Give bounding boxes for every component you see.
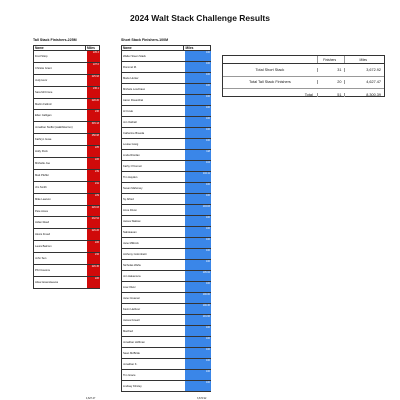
- table-row: [121, 282, 211, 293]
- finisher-name: Sara McCrone: [33, 87, 87, 98]
- table-row: [121, 260, 211, 271]
- table-row: [33, 229, 100, 241]
- finisher-name: Kevin Harbour: [121, 304, 185, 314]
- tall-col-name-header: Name: [34, 46, 86, 50]
- finisher-name: Pete Ames: [33, 206, 87, 217]
- short-col-miles-header: Miles: [185, 46, 194, 50]
- finisher-name: Jon Hakamura: [121, 271, 185, 281]
- finisher-miles: 226.45: [87, 265, 100, 276]
- finisher-miles: 225.3: [87, 51, 100, 62]
- table-row: [121, 216, 211, 227]
- tall-col-miles-header: Miles: [86, 46, 95, 50]
- table-row: [121, 348, 211, 359]
- table-row: [121, 62, 211, 73]
- finisher-name: Nabokavan: [121, 227, 185, 237]
- finisher-name: Sy Alfred: [121, 194, 185, 204]
- summary-row: [223, 89, 384, 101]
- table-row: [121, 84, 211, 95]
- finisher-name: Michele Loschiavo: [121, 84, 185, 94]
- summary-row: [223, 64, 384, 77]
- finisher-name: Jonathan Stoffel (walk/bike/run): [33, 122, 87, 133]
- summary-label: Total: [304, 92, 313, 97]
- tall-stack-table: [33, 45, 100, 289]
- finisher-miles: 100: [185, 249, 211, 259]
- table-row: [33, 75, 100, 87]
- table-row: [121, 227, 211, 238]
- finisher-miles: 100: [185, 282, 211, 292]
- finisher-name: Walter Steen Stack: [121, 51, 185, 61]
- table-row: [33, 182, 100, 194]
- finisher-miles: 100.00: [185, 293, 211, 303]
- table-row: [121, 161, 211, 172]
- finisher-miles: 100: [185, 73, 211, 83]
- finisher-miles: 101.66: [185, 315, 211, 325]
- finisher-name: Mike Lawson: [33, 194, 87, 205]
- finisher-name: Aaron Rosenthal: [121, 95, 185, 105]
- finisher-name: John Sen: [33, 253, 87, 264]
- table-row: [121, 73, 211, 84]
- table-row: [121, 315, 211, 326]
- finisher-name: Anthony Colombetti: [121, 249, 185, 259]
- short-stack-rows: [121, 51, 211, 392]
- short-stack-table: [121, 45, 211, 392]
- finisher-name: Manfred: [121, 326, 185, 336]
- summary-row: [223, 77, 384, 90]
- finisher-name: James Slattow: [121, 216, 185, 226]
- table-row: [33, 206, 100, 218]
- finisher-miles: 241: [87, 182, 100, 193]
- finisher-miles: 100: [185, 128, 211, 138]
- finisher-name: Christie Grant: [33, 63, 87, 74]
- table-row: [33, 194, 100, 206]
- finisher-miles: 226: [87, 158, 100, 169]
- table-row: [33, 134, 100, 146]
- finisher-name: Lisa Oliver: [121, 282, 185, 292]
- finisher-name: Kathy O'Connor: [121, 161, 185, 171]
- finisher-name: Lindsay Klimley: [121, 381, 185, 391]
- finisher-miles: 100: [185, 370, 211, 380]
- table-row: [121, 326, 211, 337]
- finisher-name: Phil Cousins: [33, 265, 87, 276]
- finisher-miles: 236: [87, 110, 100, 121]
- finisher-miles: 100: [185, 227, 211, 237]
- summary-label: Total Tall Stack Finishers: [249, 80, 291, 85]
- summary-miles: 4,627.47: [344, 80, 384, 84]
- summary-col-miles: Miles: [344, 56, 384, 63]
- table-row: [121, 106, 211, 117]
- finisher-miles: 232.54: [87, 217, 100, 228]
- finisher-miles: 236.1: [87, 87, 100, 98]
- table-row: [33, 158, 100, 170]
- summary-header-row: [223, 56, 384, 64]
- finisher-name: Rommel M.: [121, 62, 185, 72]
- table-row: [33, 170, 100, 182]
- table-row: [33, 63, 100, 75]
- finisher-name: Jonathan K.: [121, 359, 185, 369]
- finisher-name: Tim Hayden: [121, 172, 185, 182]
- table-row: [121, 271, 211, 282]
- table-row: [121, 128, 211, 139]
- table-row: [33, 99, 100, 111]
- table-row: [121, 249, 211, 260]
- finisher-miles: 226: [87, 277, 100, 288]
- finisher-miles: 100: [185, 348, 211, 358]
- summary-miles: 3,672.92: [344, 68, 384, 72]
- summary-miles: 8,300.39: [344, 93, 384, 97]
- finisher-miles: 118: [185, 150, 211, 160]
- table-row: [121, 381, 211, 392]
- table-row: [121, 95, 211, 106]
- finisher-name: Al Covle: [121, 106, 185, 116]
- summary-finishers: 31: [317, 68, 345, 72]
- finisher-miles: 258.68: [87, 134, 100, 145]
- finisher-miles: 100: [185, 260, 211, 270]
- finisher-miles: 100: [185, 95, 211, 105]
- table-row: [33, 122, 100, 134]
- finisher-name: Martin Fellrod: [33, 99, 87, 110]
- finisher-name: Holly Peck: [33, 146, 87, 157]
- finisher-name: Aidan Reed: [33, 217, 87, 228]
- tall-stack-total: 4,627.47: [86, 397, 96, 400]
- summary-finishers: 51: [317, 93, 345, 97]
- short-stack-total: 3,672.92: [197, 397, 207, 400]
- finisher-miles: 100: [185, 51, 211, 61]
- table-row: [121, 293, 211, 304]
- table-row: [121, 139, 211, 150]
- finisher-miles: 100: [185, 381, 211, 391]
- finisher-name: Tim Grace: [121, 370, 185, 380]
- finisher-miles: 100: [185, 238, 211, 248]
- table-row: [121, 238, 211, 249]
- tall-stack-rows: [33, 51, 100, 289]
- table-row: [33, 277, 100, 289]
- finisher-miles: 225.93: [87, 75, 100, 86]
- finisher-miles: 345.13: [87, 122, 100, 133]
- finisher-miles: 100: [185, 62, 211, 72]
- finisher-miles: 232: [87, 253, 100, 264]
- finisher-miles: 100.36: [185, 304, 211, 314]
- finisher-name: Michelle Joe: [33, 158, 87, 169]
- table-row: [33, 265, 100, 277]
- finisher-miles: 226.26: [87, 229, 100, 240]
- finisher-name: Jon Oathall: [121, 117, 185, 127]
- finisher-miles: 228.20: [87, 99, 100, 110]
- summary-label: Total Short Stack: [255, 67, 285, 72]
- finisher-miles: 105.02: [185, 271, 211, 281]
- finisher-miles: 100: [185, 337, 211, 347]
- finisher-miles: 239: [87, 170, 100, 181]
- finisher-miles: 104.11: [185, 172, 211, 182]
- table-row: [121, 172, 211, 183]
- summary-col-finishers: Finishers: [317, 56, 345, 63]
- table-row: [121, 337, 211, 348]
- finisher-name: James Fowell: [121, 315, 185, 325]
- finisher-miles: 100: [185, 326, 211, 336]
- finisher-name: Ailsa Greensleeves: [33, 277, 87, 288]
- short-col-name-header: Name: [122, 46, 184, 50]
- finisher-miles: 104: [185, 161, 211, 171]
- finisher-name: Anne Dixon: [121, 205, 185, 215]
- finisher-name: Ellen Calligan: [33, 110, 87, 121]
- finisher-name: Matt Pfeffer: [33, 170, 87, 181]
- finisher-miles: 229: [87, 194, 100, 205]
- finisher-miles: 103.83: [185, 205, 211, 215]
- table-row: [121, 359, 211, 370]
- finisher-name: Catherine Breeda: [121, 128, 185, 138]
- finisher-name: Kathryn Guse: [33, 134, 87, 145]
- page-title: 2024 Walt Stack Challenge Results: [130, 13, 270, 23]
- finisher-name: Alexis Freed: [33, 229, 87, 240]
- short-stack-heading: Short Stack Finishers-100M: [121, 38, 169, 42]
- finisher-name: Jane Creamer: [121, 293, 185, 303]
- finisher-miles: 100: [185, 84, 211, 94]
- table-row: [33, 241, 100, 253]
- table-row: [121, 117, 211, 128]
- finisher-miles: 226: [87, 241, 100, 252]
- table-row: [33, 110, 100, 122]
- finisher-miles: 100: [185, 183, 211, 193]
- table-row: [121, 183, 211, 194]
- table-row: [121, 304, 211, 315]
- table-row: [33, 146, 100, 158]
- table-row: [33, 51, 100, 63]
- finisher-miles: 226.03: [87, 206, 100, 217]
- table-row: [121, 51, 211, 62]
- finisher-miles: 225: [87, 146, 100, 157]
- table-row: [121, 205, 211, 216]
- finisher-name: Louise Greig: [121, 139, 185, 149]
- table-row: [33, 87, 100, 99]
- finisher-name: Nicholas Wahu: [121, 260, 185, 270]
- finisher-miles: 100: [185, 194, 211, 204]
- table-row: [121, 150, 211, 161]
- finisher-name: Marie Hunter: [121, 73, 185, 83]
- table-row: [121, 370, 211, 381]
- finisher-miles: 100: [185, 139, 211, 149]
- summary-table: [222, 55, 385, 97]
- finisher-name: Fred Sttop: [33, 51, 87, 62]
- finisher-miles: 100: [185, 359, 211, 369]
- summary-finishers: 20: [317, 80, 345, 84]
- table-row: [33, 253, 100, 265]
- finisher-name: Jonathan Hoffman: [121, 337, 185, 347]
- finisher-name: Laura Balcom: [33, 241, 87, 252]
- finisher-name: Sean McBride: [121, 348, 185, 358]
- tall-stack-heading: Tall Stack Finishers-225M: [33, 38, 77, 42]
- table-row: [33, 217, 100, 229]
- finisher-name: Jim Smith: [33, 182, 87, 193]
- table-row: [121, 194, 211, 205]
- finisher-miles: 100: [185, 106, 211, 116]
- finisher-name: Jane Millrock: [121, 238, 185, 248]
- finisher-miles: 100: [185, 216, 211, 226]
- finisher-name: Linda Riordan: [121, 150, 185, 160]
- finisher-name: Susan Mahoney: [121, 183, 185, 193]
- finisher-miles: 227.0: [87, 63, 100, 74]
- finisher-miles: 100: [185, 117, 211, 127]
- finisher-name: Judy Henr: [33, 75, 87, 86]
